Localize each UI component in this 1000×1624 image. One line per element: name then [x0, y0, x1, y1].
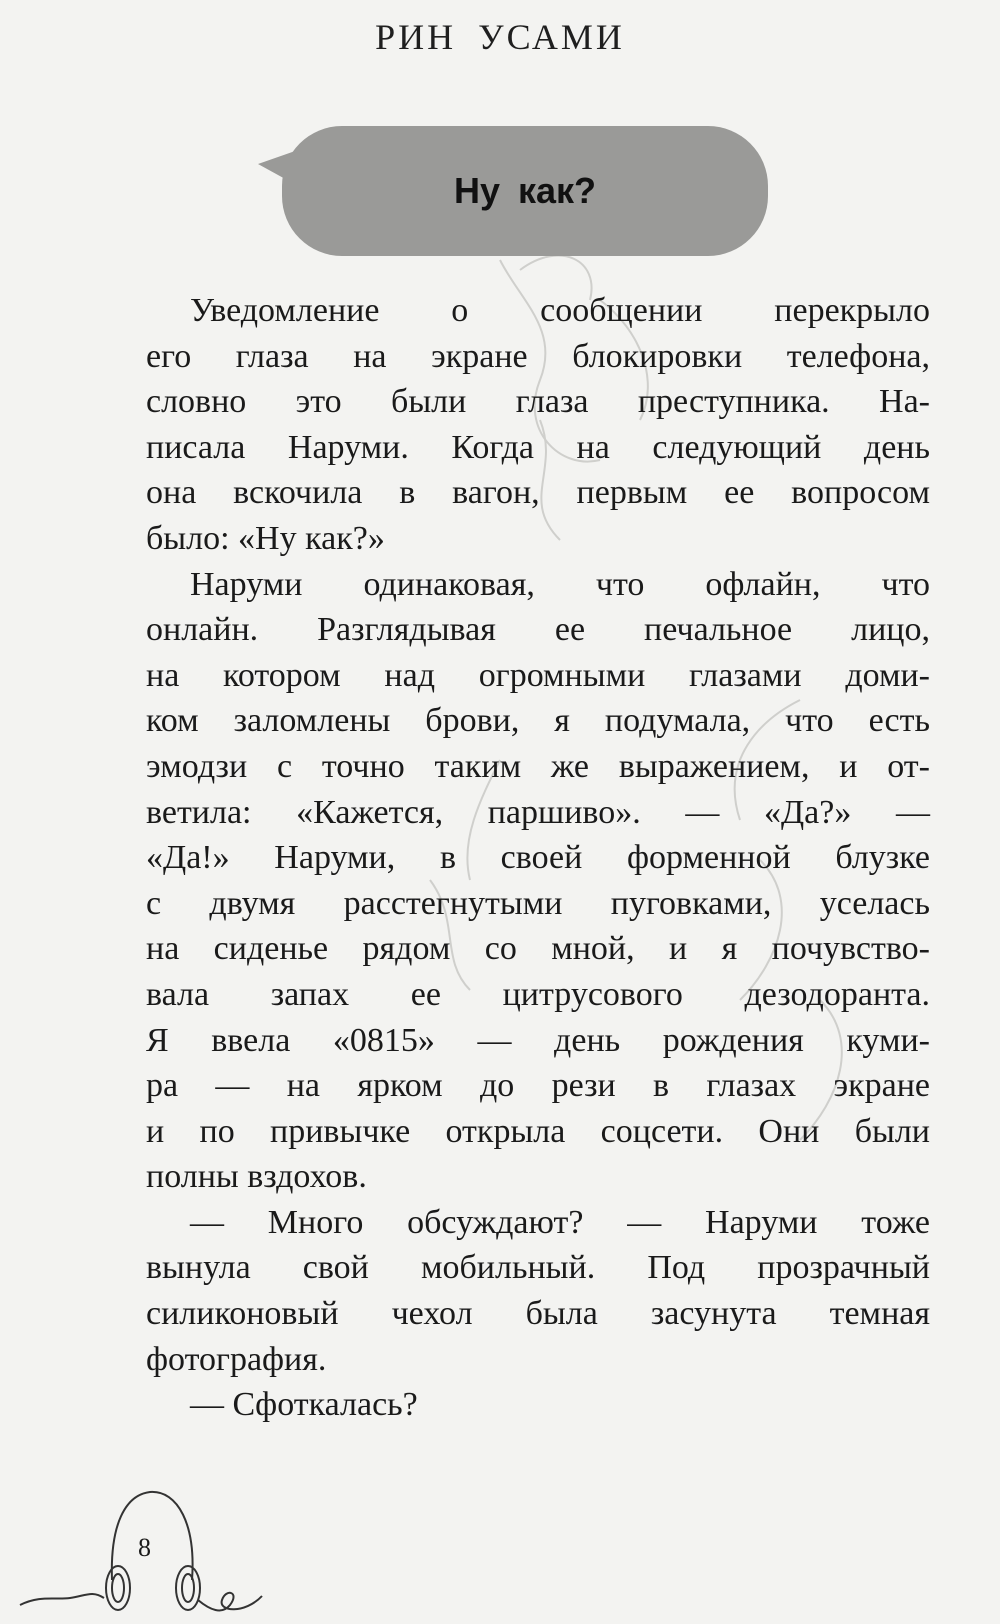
- text-line: Уведомление о сообщении перекрыло: [190, 292, 930, 329]
- text-line: полны вздохов.: [146, 1158, 367, 1196]
- text-line: писала Наруми. Когда на следующий день: [146, 428, 930, 466]
- text-line: фотография.: [146, 1340, 327, 1378]
- text-line: вала запах ее цитрусового дезодоранта.: [146, 975, 930, 1013]
- text-line: Я ввела «0815» — день рождения куми-: [146, 1021, 930, 1059]
- body-text: [146, 288, 930, 1428]
- text-line: словно это были глаза преступника. На-: [146, 383, 930, 421]
- text-line: она вскочила в вагон, первым ее вопросом: [146, 474, 930, 512]
- chapter-title-bubble: [282, 126, 768, 256]
- text-line: на сиденье рядом со мной, и я почувство-: [146, 930, 930, 968]
- text-line: вынула свой мобильный. Под прозрачный: [146, 1249, 930, 1287]
- text-line: на котором над огромными глазами доми-: [146, 656, 930, 694]
- running-header: РИН УСАМИ: [375, 17, 625, 57]
- text-line: «Да!» Наруми, в своей форменной блузке: [146, 839, 930, 877]
- page-number: 8: [138, 1533, 151, 1562]
- text-line: эмодзи с точно таким же выражением, и от-: [146, 747, 930, 785]
- text-line: — Много обсуждают? — Наруми тоже: [190, 1203, 930, 1241]
- text-line: онлайн. Разглядывая ее печальное лицо,: [146, 611, 930, 649]
- text-line: — Сфоткалась?: [190, 1386, 418, 1424]
- text-line: было: «Ну как?»: [146, 519, 385, 557]
- text-line: Наруми одинаковая, что офлайн, что: [190, 565, 930, 603]
- text-line: с двумя расстегнутыми пуговками, уселась: [146, 884, 930, 922]
- text-line: силиконовый чехол была засунута темная: [146, 1295, 930, 1333]
- headphones-icon: [0, 1470, 320, 1624]
- chapter-title: Ну как?: [453, 170, 597, 211]
- text-line: его глаза на экране блокировки телефона,: [146, 337, 930, 375]
- text-line: и по привычке открыла соцсети. Они были: [146, 1112, 930, 1150]
- text-line: ком заломлены брови, я подумала, что есть: [146, 702, 930, 740]
- text-line: ветила: «Кажется, паршиво». — «Да?» —: [146, 793, 930, 831]
- text-line: ра — на ярком до рези в глазах экране: [146, 1067, 930, 1105]
